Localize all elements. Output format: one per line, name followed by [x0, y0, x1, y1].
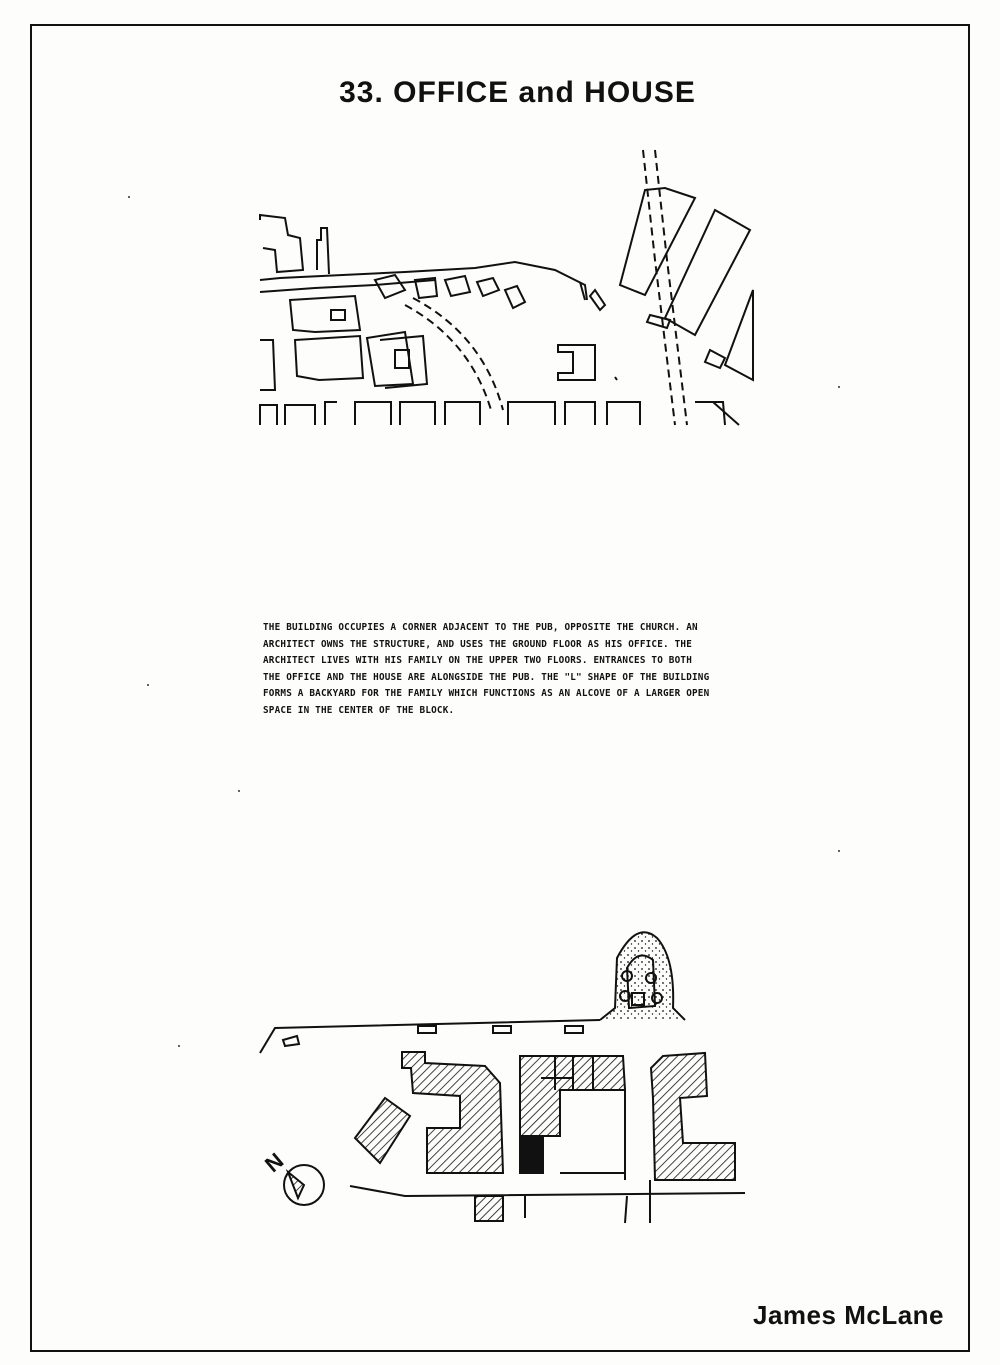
scan-speck — [838, 386, 840, 388]
author-name: James McLane — [753, 1300, 944, 1330]
scan-speck — [238, 790, 240, 792]
north-arrow-icon — [259, 1147, 330, 1210]
description-line: FORMS A BACKYARD FOR THE FAMILY WHICH FUNCTIONS AS AN ALCOVE OF A LARGER OPEN — [263, 688, 710, 699]
page-title: 33. OFFICE and HOUSE — [339, 76, 696, 109]
site-plan-context-drawing — [255, 140, 760, 425]
north-label: N — [259, 1147, 289, 1178]
description-line: SPACE IN THE CENTER OF THE BLOCK. — [263, 704, 455, 716]
description-line: ARCHITECT LIVES WITH HIS FAMILY ON THE UPPER TWO FLOORS. ENTRANCES TO BOTH — [263, 655, 692, 666]
description-line: THE BUILDING OCCUPIES A CORNER ADJACENT TO THE PUB, OPPOSITE THE CHURCH. AN — [263, 622, 698, 633]
description-line: ARCHITECT OWNS THE STRUCTURE, AND USES THE GROUND FLOOR AS HIS OFFICE. THE — [263, 638, 692, 650]
scan-speck — [128, 196, 130, 198]
scan-speck — [147, 684, 149, 686]
scan-speck — [838, 850, 840, 852]
scan-speck — [178, 1045, 180, 1047]
description-text — [263, 620, 783, 719]
description-line: THE OFFICE AND THE HOUSE ARE ALONGSIDE THE PUB. THE "L" SHAPE OF THE BUILDING — [263, 671, 710, 683]
